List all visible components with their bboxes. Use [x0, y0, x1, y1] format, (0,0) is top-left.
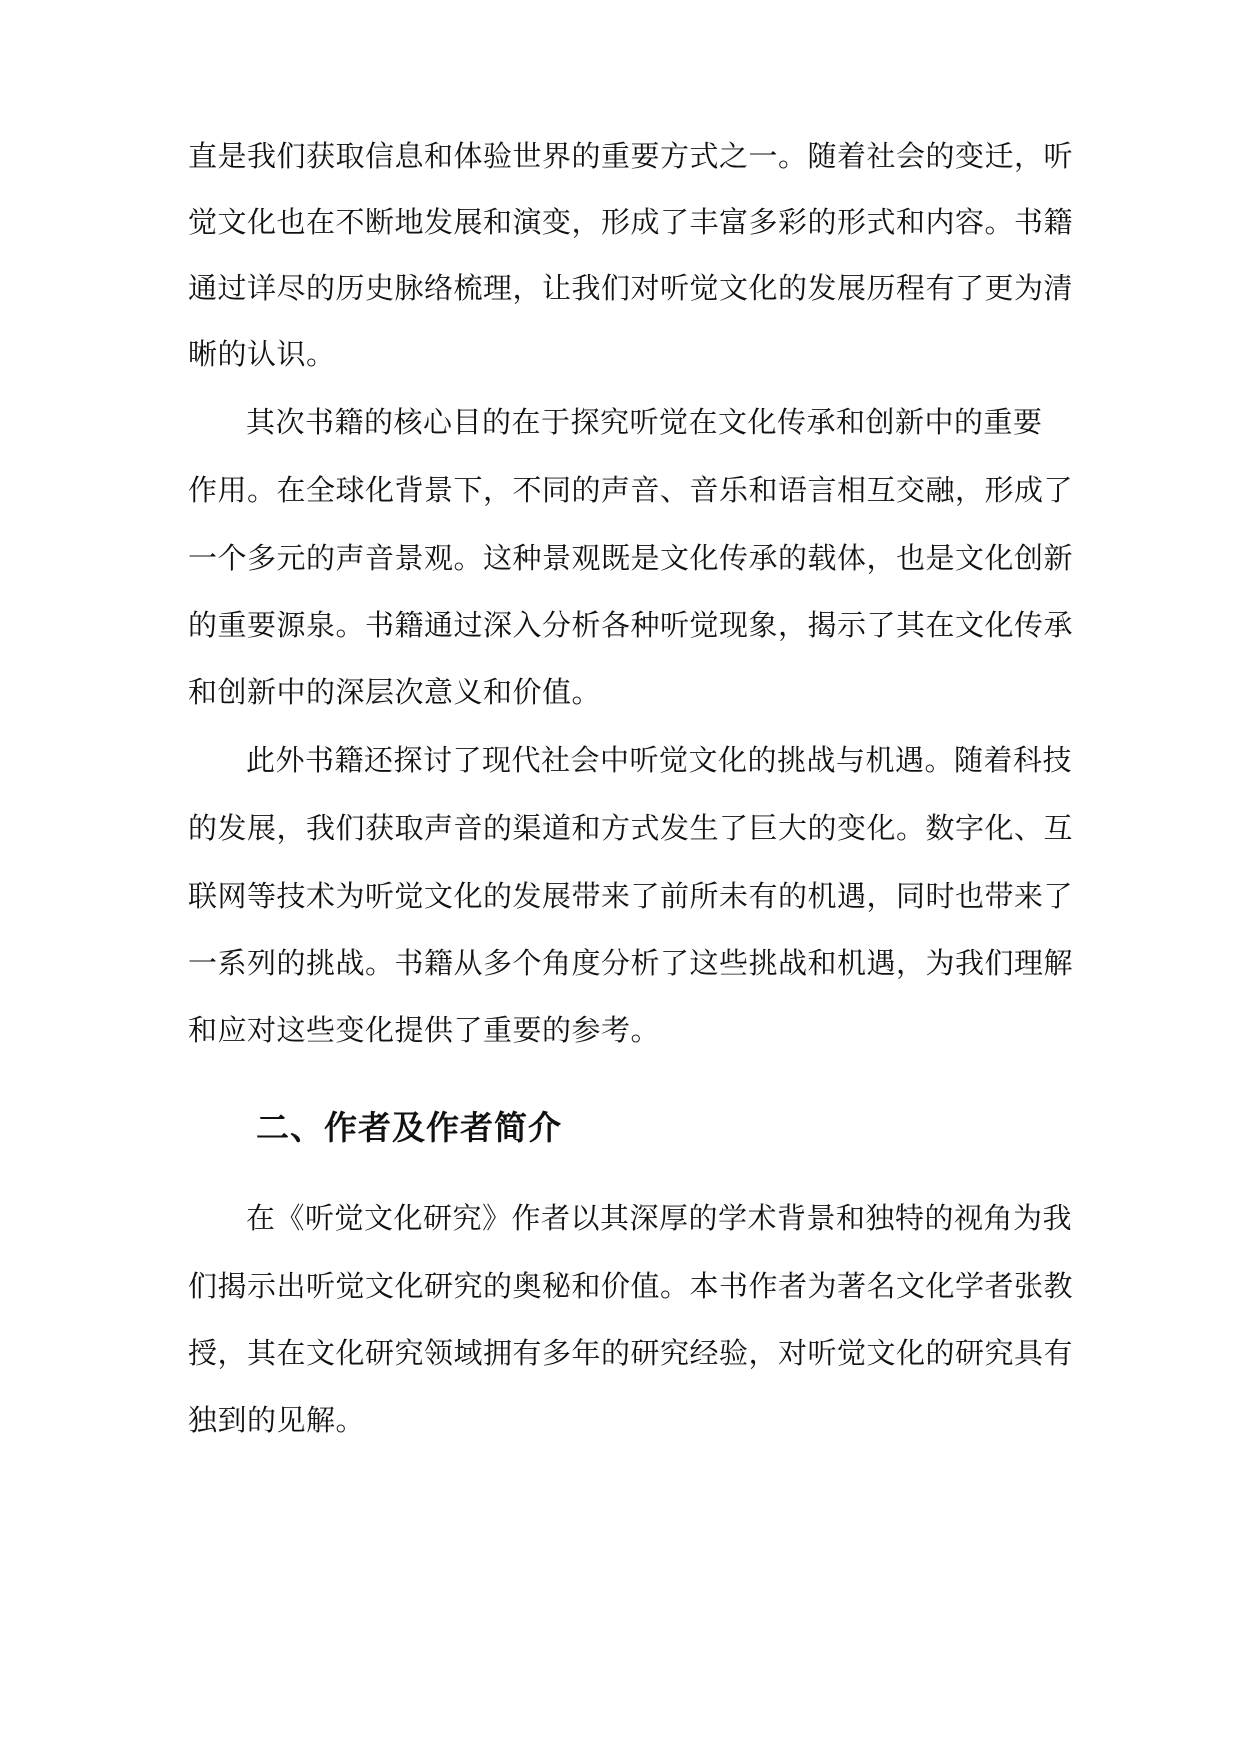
author-paragraph-line-4: 独到的见解。: [188, 1403, 366, 1437]
paragraph-2-line-3: 一个多元的声音景观。这种景观既是文化传承的载体，也是文化创新: [188, 541, 1074, 575]
paragraph-1-line-2: 觉文化也在不断地发展和演变，形成了丰富多彩的形式和内容。书籍: [188, 205, 1074, 239]
author-paragraph-line-3: 授，其在文化研究领域拥有多年的研究经验，对听觉文化的研究具有: [188, 1336, 1074, 1370]
paragraph-2-line-5: 和创新中的深层次意义和价值。: [188, 675, 602, 709]
paragraph-3-line-4: 一系列的挑战。书籍从多个角度分析了这些挑战和机遇，为我们理解: [188, 946, 1074, 980]
paragraph-3-line-1: 此外书籍还探讨了现代社会中听觉文化的挑战与机遇。随着科技: [246, 743, 1073, 777]
paragraph-2-line-4: 的重要源泉。书籍通过深入分析各种听觉现象，揭示了其在文化传承: [188, 608, 1074, 642]
paragraph-2-line-2: 作用。在全球化背景下，不同的声音、音乐和语言相互交融，形成了: [188, 473, 1074, 507]
author-paragraph-line-2: 们揭示出听觉文化研究的奥秘和价值。本书作者为著名文化学者张教: [188, 1269, 1074, 1303]
paragraph-1-line-3: 通过详尽的历史脉络梳理，让我们对听觉文化的发展历程有了更为清: [188, 271, 1074, 305]
paragraph-1-line-1: 直是我们获取信息和体验世界的重要方式之一。随着社会的变迁，听: [188, 139, 1074, 173]
section-heading: 二、作者及作者简介: [256, 1108, 562, 1147]
paragraph-3-line-2: 的发展，我们获取声音的渠道和方式发生了巨大的变化。数字化、互: [188, 811, 1074, 845]
author-paragraph-line-1: 在《听觉文化研究》作者以其深厚的学术背景和独特的视角为我: [246, 1201, 1073, 1235]
paragraph-1-line-4: 晰的认识。: [188, 337, 336, 371]
paragraph-3-line-3: 联网等技术为听觉文化的发展带来了前所未有的机遇，同时也带来了: [188, 879, 1074, 913]
paragraph-3-line-5: 和应对这些变化提供了重要的参考。: [188, 1013, 661, 1047]
paragraph-2-line-1: 其次书籍的核心目的在于探究听觉在文化传承和创新中的重要: [246, 405, 1043, 439]
